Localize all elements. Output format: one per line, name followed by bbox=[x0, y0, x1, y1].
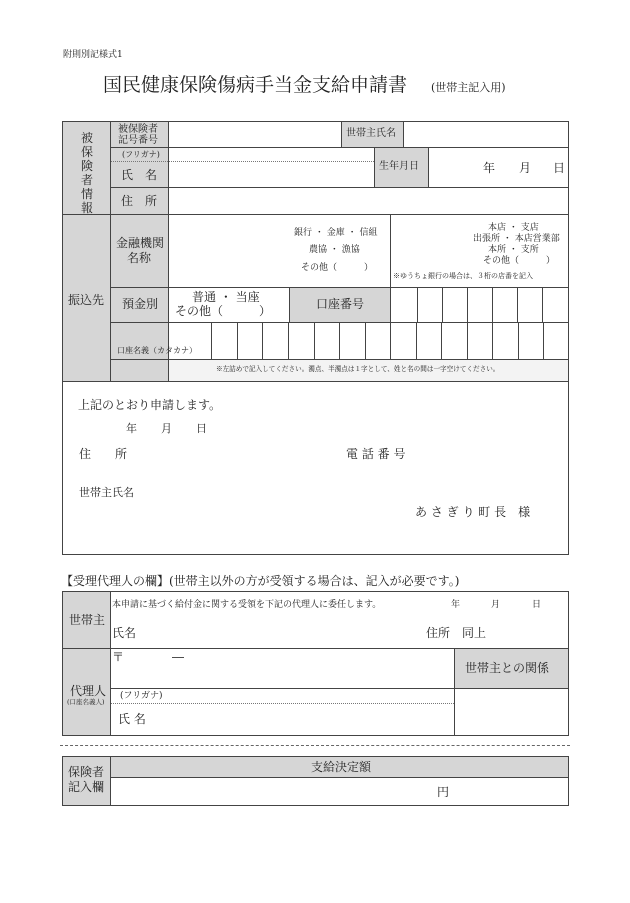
agent-furigana-label: (フリガナ) bbox=[120, 691, 163, 701]
agent-sub-label: (口座名義人) bbox=[67, 698, 105, 706]
branch-types-4: その他（ ） bbox=[483, 256, 556, 266]
insured-section-label: 被保険者情報 bbox=[80, 131, 93, 215]
application-day: 日 bbox=[196, 422, 207, 435]
decision-label: 支給決定額 bbox=[311, 760, 372, 774]
yen-unit: 円 bbox=[437, 785, 450, 799]
bank-types-2: 農協 ・ 漁協 bbox=[309, 245, 360, 255]
relation-field[interactable] bbox=[456, 690, 566, 734]
application-statement: 上記のとおり申請します。 bbox=[78, 398, 222, 412]
agent-label: 代理人 bbox=[70, 684, 107, 698]
name-label: 氏 名 bbox=[121, 168, 158, 182]
head-name-field[interactable] bbox=[405, 124, 566, 145]
agent-head-label: 世帯主 bbox=[69, 613, 106, 627]
bank-types-1: 銀行 ・ 金庫 ・ 信組 bbox=[294, 228, 378, 238]
holder-kana-field[interactable] bbox=[169, 323, 567, 358]
application-year: 年 bbox=[126, 422, 137, 435]
address-label: 住 所 bbox=[121, 194, 158, 208]
phone-field[interactable] bbox=[420, 442, 560, 464]
delegator-name-label: 氏名 bbox=[112, 626, 137, 640]
agent-heading: 【受理代理人の欄】(世帯主以外の方が受領する場合は、記入が必要です。) bbox=[61, 574, 460, 588]
application-address-label: 住 所 bbox=[79, 447, 128, 461]
deposit-option-2: その他（ ） bbox=[175, 304, 272, 318]
yucho-note: ※ゆうちょ銀行の場合は、３桁の店番を記入 bbox=[393, 272, 533, 280]
transfer-section-label: 振込先 bbox=[68, 293, 105, 307]
bank-name-field[interactable] bbox=[170, 216, 288, 285]
delegation-day: 日 bbox=[532, 600, 542, 610]
birth-month-unit: 月 bbox=[519, 161, 532, 175]
deposit-option-1: 普通 ・ 当座 bbox=[192, 290, 260, 304]
relation-label: 世帯主との関係 bbox=[465, 661, 550, 675]
postal-code: 〒 ― bbox=[112, 650, 185, 664]
birth-label: 生年月日 bbox=[379, 161, 419, 172]
cut-line bbox=[60, 745, 570, 746]
address-same: 住所 同上 bbox=[426, 626, 487, 640]
delegator-name-field[interactable] bbox=[140, 620, 410, 644]
form-title: 国民健康保険傷病手当金支給申請書 bbox=[103, 74, 408, 96]
branch-types-3: 本所 ・ 支所 bbox=[488, 245, 539, 255]
delegation-year: 年 bbox=[451, 600, 461, 610]
furigana-label: (フリガナ) bbox=[122, 150, 160, 159]
insurer-label-1: 保険者 bbox=[68, 765, 105, 779]
address-field[interactable] bbox=[170, 189, 566, 212]
account-number-field[interactable] bbox=[391, 288, 567, 321]
form-title-note: (世帯主記入用) bbox=[431, 81, 506, 94]
insured-number-label-2: 記号番号 bbox=[118, 135, 158, 146]
birth-day-unit: 日 bbox=[553, 161, 566, 175]
agent-name-label: 氏 名 bbox=[118, 712, 146, 726]
insured-number-label-1: 被保険者 bbox=[118, 124, 158, 135]
branch-types-1: 本店 ・ 支店 bbox=[488, 223, 539, 233]
form-id: 附則別記様式1 bbox=[63, 50, 123, 60]
delegation-text: 本申請に基づく給付金に関する受領を下記の代理人に委任します。 bbox=[112, 600, 382, 610]
application-head-name-field[interactable] bbox=[140, 481, 380, 503]
insurer-label-2: 記入欄 bbox=[68, 780, 105, 794]
agent-name-field[interactable] bbox=[170, 706, 452, 733]
application-month: 月 bbox=[161, 422, 172, 435]
holder-note: ※左詰めで記入してください。濁点、半濁点は１字として、姓と名の間は一字空けてください。 bbox=[216, 365, 500, 373]
agent-address-field[interactable] bbox=[112, 664, 452, 686]
branch-types-2: 出張所 ・ 本店営業部 bbox=[473, 234, 560, 244]
delegation-month: 月 bbox=[491, 600, 501, 610]
phone-label: 電 話 番 号 bbox=[346, 447, 406, 461]
holder-label: 口座名義（カタカナ） bbox=[117, 346, 197, 355]
name-field[interactable] bbox=[170, 163, 372, 185]
decision-amount-field[interactable] bbox=[112, 779, 432, 804]
head-name-label: 世帯主氏名 bbox=[346, 128, 396, 139]
application-head-name-label: 世帯主氏名 bbox=[79, 486, 134, 499]
application-address-field[interactable] bbox=[140, 442, 330, 464]
birth-year-unit: 年 bbox=[483, 161, 496, 175]
addressee: あ さ ぎ り 町 長 様 bbox=[415, 505, 531, 519]
insured-number-field[interactable] bbox=[170, 124, 339, 145]
bank-label-2: 名称 bbox=[127, 251, 152, 265]
bank-types-3: その他（ ） bbox=[301, 263, 374, 273]
bank-label-1: 金融機関 bbox=[116, 236, 165, 250]
account-label: 口座番号 bbox=[316, 297, 365, 311]
deposit-label: 預金別 bbox=[122, 297, 159, 311]
